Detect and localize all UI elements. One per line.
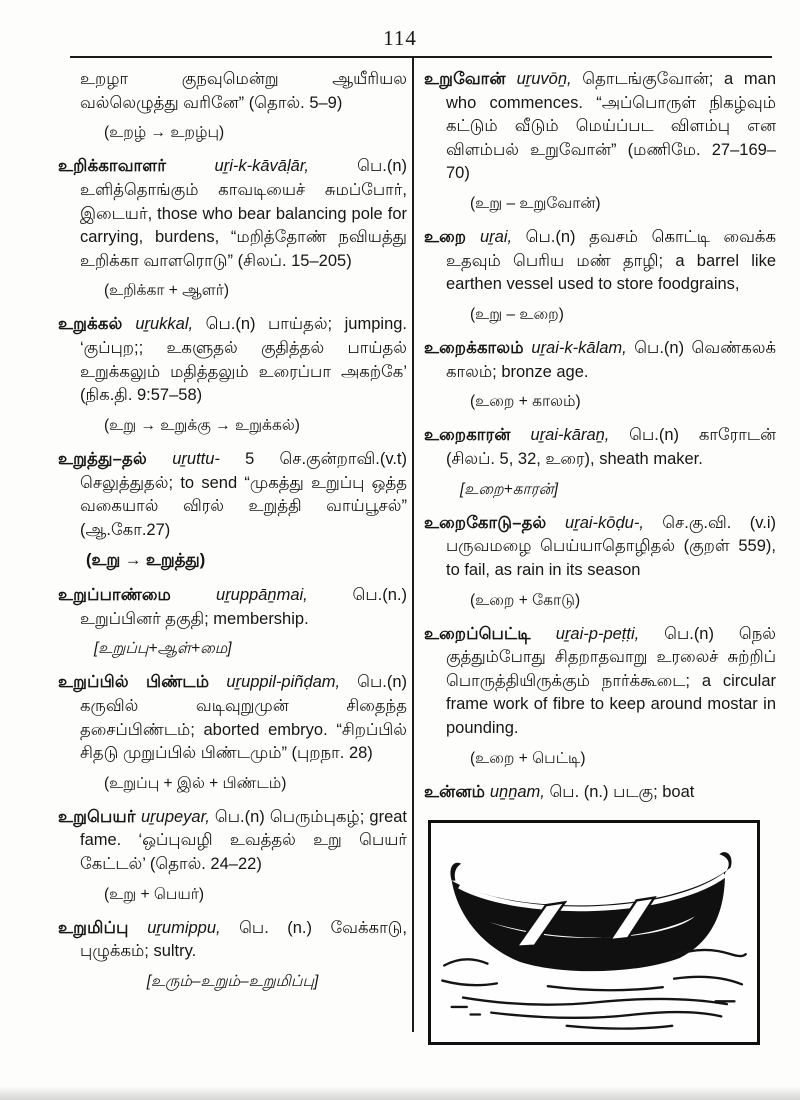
etymology: (உறு → உறுத்து) [86, 551, 206, 570]
headword: உறை [424, 228, 480, 247]
headword: உறைகோடு–தல் [424, 513, 566, 532]
etymology: (உறு – உறை) [470, 305, 564, 323]
right-column [424, 68, 776, 1045]
dictionary-entry [58, 313, 407, 437]
dictionary-entry [424, 781, 776, 805]
boat-hull [452, 852, 732, 971]
transliteration: uṟupeyar, [140, 807, 215, 826]
dictionary-entry [424, 424, 776, 500]
etymology: [உறை+காரன்] [460, 480, 558, 498]
dictionary-entry [58, 584, 407, 660]
dictionary-entry [58, 806, 407, 906]
etymology: (உறிக்கா + ஆளர்) [104, 282, 229, 300]
entry-body: பெ.(n) காரோடன் (சிலப். 5, 32, உரை), sheath maker. [446, 426, 776, 468]
entry-body: தொடங்குவோன்; a man who commences. “அப்பொருள் நிகழ்வும் கட்டும் வீடும் மெய்ப்பட விளம்பு என விளம்பல் உறுவோன்” (மணிமே. 27–169–70) [446, 70, 776, 183]
dictionary-entry [58, 68, 407, 144]
headword: உறுத்து–தல் [58, 450, 173, 468]
transliteration: uṉṉam, [489, 782, 550, 801]
entry-body: பெ.(n) வெண்கலக் காலம்; bronze age. [446, 339, 776, 381]
etymology: (உறு + பெயர்) [104, 885, 204, 903]
dictionary-entry [58, 917, 407, 993]
entry-body: 5 செ.குன்றாவி.(v.t) செலுத்துதல்; to send “முகத்து உறுப்பு ஒத்த வகையால் விரல் உறுத்தி வாய்பூசல்” (ஆ.கோ.27) [80, 450, 408, 539]
headword: உறுபெயர் [58, 807, 141, 826]
dictionary-entry [424, 623, 776, 770]
headword: உறுக்கல் [58, 315, 136, 334]
transliteration: uṟai-kōḍu-, [565, 513, 663, 532]
entry-body: பெ.(n) நெல் குத்தும்போது சிதறாதவாறு உரலைச் சுற்றிப் பொருத்தியிருக்கும் நார்க்கூடை; a circular frame work of fibre to keep around mostar in pounding. [446, 624, 776, 738]
etymology: (உறுப்பு + இல் + பிண்டம்) [104, 774, 287, 792]
dictionary-entry [58, 671, 407, 795]
transliteration: uṟukkal, [135, 315, 206, 334]
boat-bow-left [450, 863, 461, 881]
header-rule [70, 56, 772, 58]
dictionary-entry [58, 448, 407, 573]
dictionary-entry [424, 512, 776, 612]
transliteration: uṟai-kāraṉ, [530, 426, 630, 445]
transliteration: uṟai-p-peṭṭi, [555, 624, 665, 643]
etymology: (உறை + பெட்டி) [470, 749, 586, 767]
entry-body: பெ.(n) உளித்தொங்கும் காவடியைச் சுமப்போர், இடையர், those who bear balancing pole for carrying, burdens, “மறித்தோண் நவியத்து உறிக்கா வாளரொடு” (சிலப். 15–205) [80, 157, 407, 270]
transliteration: uṟai, [480, 228, 526, 247]
transliteration: uṟumippu, [147, 918, 240, 937]
etymology: (உறை + கோடு) [470, 591, 581, 609]
headword: உறுப்பாண்மை [58, 585, 217, 604]
headword: உறைகாரன் [424, 426, 531, 445]
entry-body: செ.கு.வி. (v.i) பருவமழை பெய்யாதொழிதல் (குறள் 559), to fail, as rain in its season [446, 513, 776, 579]
headword: உறுப்பில் பிண்டம் [58, 673, 227, 692]
scan-shadow [0, 1086, 800, 1100]
entry-body: பெ.(n) தவசம் கொட்டி வைக்க உதவும் பெரிய மண் தாழி; a barrel like earthen vessel used to store foodgrains, [446, 228, 777, 294]
entry-body: பெ.(n.) உறுப்பினர் தகுதி; membership. [80, 585, 407, 628]
headword: உறைக்காலம் [424, 339, 532, 358]
headword: உறுமிப்பு [58, 918, 148, 937]
etymology: (உறை + காலம்) [470, 393, 581, 411]
entry-body: பெ.(n) பாய்தல்; jumping. ‘குப்புற;; உகளுதல் குதித்தல் பாய்தல் உறுக்கலும் மதித்தலும் உரைப்பா அகற்கே’ (நிக.தி. 9:57–58) [80, 315, 408, 405]
etymology: (உறு – உறுவோன்) [470, 194, 601, 212]
transliteration: uṟuttu- [172, 450, 246, 468]
etymology: (உறு → உறுக்கு → உறுக்கல்) [104, 416, 300, 434]
entry-body: பெ. (n.) படகு; boat [549, 782, 695, 801]
transliteration: uṟi-k-kāvāḷār, [214, 157, 358, 176]
headword: உறிக்காவாளர் [58, 157, 215, 176]
dictionary-entry [424, 68, 776, 215]
transliteration: uṟuvōṉ, [516, 70, 583, 88]
etymology: (உறழ் → உறழ்பு) [104, 124, 225, 142]
entry-body: உறழா குநவுமென்று ஆயீரியல வல்லெழுத்து வரினே” (தொல். 5–9) [80, 70, 407, 112]
transliteration: uṟuppāṉmai, [216, 585, 353, 604]
headword: உன்னம் [424, 782, 490, 801]
entry-body: பெ.(n) பெரும்புகழ்; great fame. ‘ஒப்புவழி உவத்தல் உறு பெயர் கேட்டல்’ (தொல். 24–22) [80, 807, 408, 874]
left-column [58, 68, 407, 1004]
headword: உறைப்பெட்டி [424, 624, 556, 643]
etymology: [உறுப்பு+ஆள்+மை] [94, 640, 232, 658]
entry-body: பெ.(n) கருவில் வடிவுறுமுன் சிதைந்த தசைப்பிண்டம்; aborted embryo. “சிறப்பில் சிதடு முறுப்பில் பிண்டமும்” (புறநா. 28) [80, 673, 407, 763]
column-divider [412, 58, 414, 1032]
boat-figure [428, 820, 760, 1045]
headword: உறுவோன் [424, 70, 517, 88]
dictionary-entry [424, 226, 776, 326]
transliteration: uṟai-k-kālam, [531, 339, 635, 358]
etymology: [உரும்–உறும்–உறுமிப்பு] [146, 972, 319, 990]
boat-illustration [434, 826, 754, 1039]
dictionary-entry [58, 155, 407, 302]
transliteration: uṟuppil-piñḍam, [226, 673, 358, 692]
dictionary-entry [424, 337, 776, 413]
page-number: 114 [383, 26, 417, 50]
entry-body: பெ. (n.) வேக்காடு, புழுக்கம்; sultry. [80, 918, 407, 961]
